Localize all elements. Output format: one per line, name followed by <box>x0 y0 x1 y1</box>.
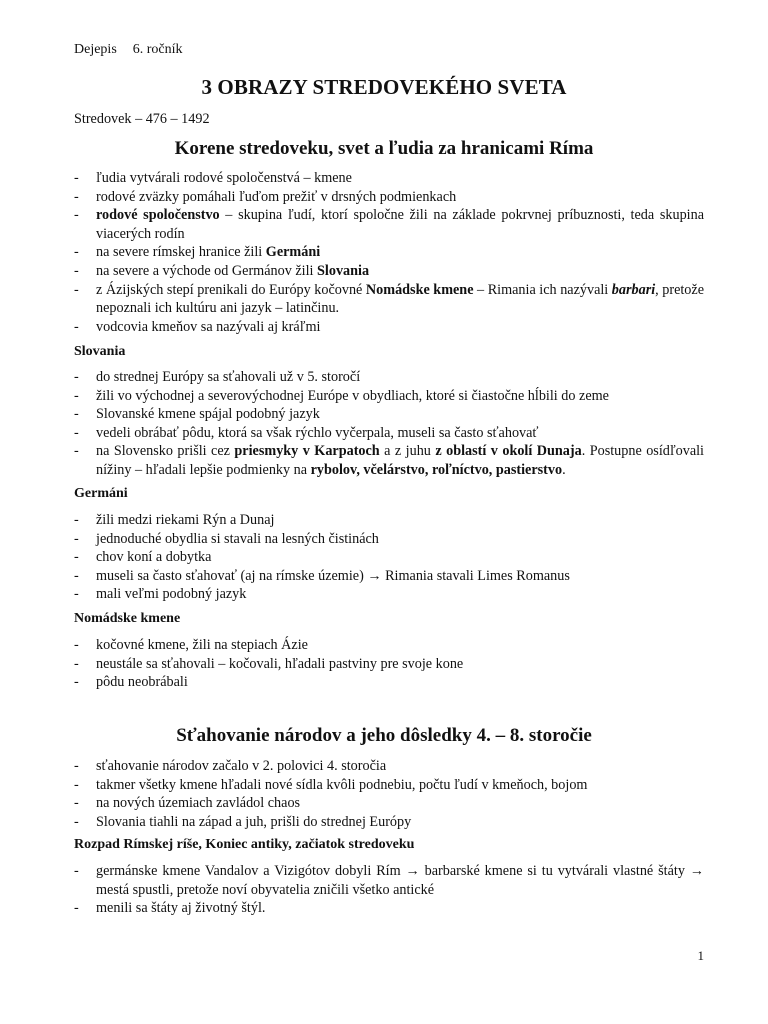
rozpad-list <box>74 862 704 918</box>
list-item: - germánske kmene Vandalov a Vizigótov dobyli Rím → barbarské kmene si tu vytvárali vlastné štáty → mestá spustli, pretože noví obyvatelia zničili všetko antické <box>74 862 704 899</box>
page-number: 1 <box>697 948 704 963</box>
list-item: - takmer všetky kmene hľadali nové sídla kvôli podnebiu, počtu ľudí v kmeňoch, bojom <box>74 776 704 795</box>
subheading-nomadi: Nomádske kmene <box>74 611 181 626</box>
list-item: - sťahovanie národov začalo v 2. polovici 4. storočia <box>74 757 704 776</box>
list-item: - vodcovia kmeňov sa nazývali aj kráľmi <box>74 318 704 337</box>
list-item: - chov koní a dobytka <box>74 548 704 567</box>
migration-list <box>74 757 704 831</box>
period-line: Stredovek – 476 – 1492 <box>74 111 210 127</box>
list-item: - vedeli obrábať pôdu, ktorá sa však rýchlo vyčerpala, museli sa často sťahovať <box>74 424 704 443</box>
list-item: - na Slovensko prišli cez priesmyky v Karpatoch a z juhu z oblastí v okolí Dunaja. Postupne osídľovali nížiny – hľadali lepšie podmienky na rybolov, včelárstvo, roľníctvo, pastierstvo. <box>74 442 704 479</box>
list-item: - žili medzi riekami Rýn a Dunaj <box>74 511 704 530</box>
slovania-list <box>74 368 704 480</box>
list-item: - menili sa štáty aj životný štýl. <box>74 899 704 918</box>
section-heading-roots: Korene stredoveku, svet a ľudia za hranicami Ríma <box>174 138 594 159</box>
section-heading-migration: Sťahovanie národov a jeho dôsledky 4. – 8. storočie <box>176 725 592 746</box>
list-item: - Slovania tiahli na západ a juh, prišli do strednej Európy <box>74 813 704 832</box>
list-item: - na severe a východe od Germánov žili Slovania <box>74 262 704 281</box>
nomadi-list <box>74 636 704 692</box>
list-item: - Slovanské kmene spájal podobný jazyk <box>74 405 704 424</box>
subheading-rozpad: Rozpad Rímskej ríše, Koniec antiky, začiatok stredoveku <box>74 837 415 852</box>
roots-list <box>74 169 704 336</box>
page-title: 3 OBRAZY STREDOVEKÉHO SVETA <box>201 75 567 99</box>
page-header <box>74 42 183 58</box>
germani-list <box>74 511 704 604</box>
list-item: - ľudia vytvárali rodové spoločenstvá – kmene <box>74 169 704 188</box>
subheading-slovania: Slovania <box>74 344 126 359</box>
subheading-germani: Germáni <box>74 486 128 501</box>
list-item: - rodové zväzky pomáhali ľuďom prežiť v drsných podmienkach <box>74 188 704 207</box>
list-item: - pôdu neobrábali <box>74 673 704 692</box>
subject-label: Dejepis <box>74 42 117 57</box>
list-item: - na severe rímskej hranice žili Germáni <box>74 243 704 262</box>
list-item: - museli sa často sťahovať (aj na rímske územie) → Rimania stavali Limes Romanus <box>74 567 704 586</box>
list-item: - neustále sa sťahovali – kočovali, hľadali pastviny pre svoje kone <box>74 655 704 674</box>
list-item: - na nových územiach zavládol chaos <box>74 794 704 813</box>
list-item: - jednoduché obydlia si stavali na lesných čistinách <box>74 530 704 549</box>
list-item: - kočovné kmene, žili na stepiach Ázie <box>74 636 704 655</box>
grade-label: 6. ročník <box>132 42 183 57</box>
list-item: - žili vo východnej a severovýchodnej Európe v obydliach, ktoré si čiastočne hĺbili do zeme <box>74 387 704 406</box>
list-item: - rodové spoločenstvo – skupina ľudí, ktorí spoločne žili na základe pokrvnej príbuznosti, teda skupina viacerých rodín <box>74 206 704 243</box>
list-item: - do strednej Európy sa sťahovali už v 5. storočí <box>74 368 704 387</box>
list-item: - z Ázijských stepí prenikali do Európy kočovné Nomádske kmene – Rimania ich nazývali barbari, pretože nepoznali ich kultúru ani jazyk – latinčinu. <box>74 281 704 318</box>
list-item: - mali veľmi podobný jazyk <box>74 585 704 604</box>
